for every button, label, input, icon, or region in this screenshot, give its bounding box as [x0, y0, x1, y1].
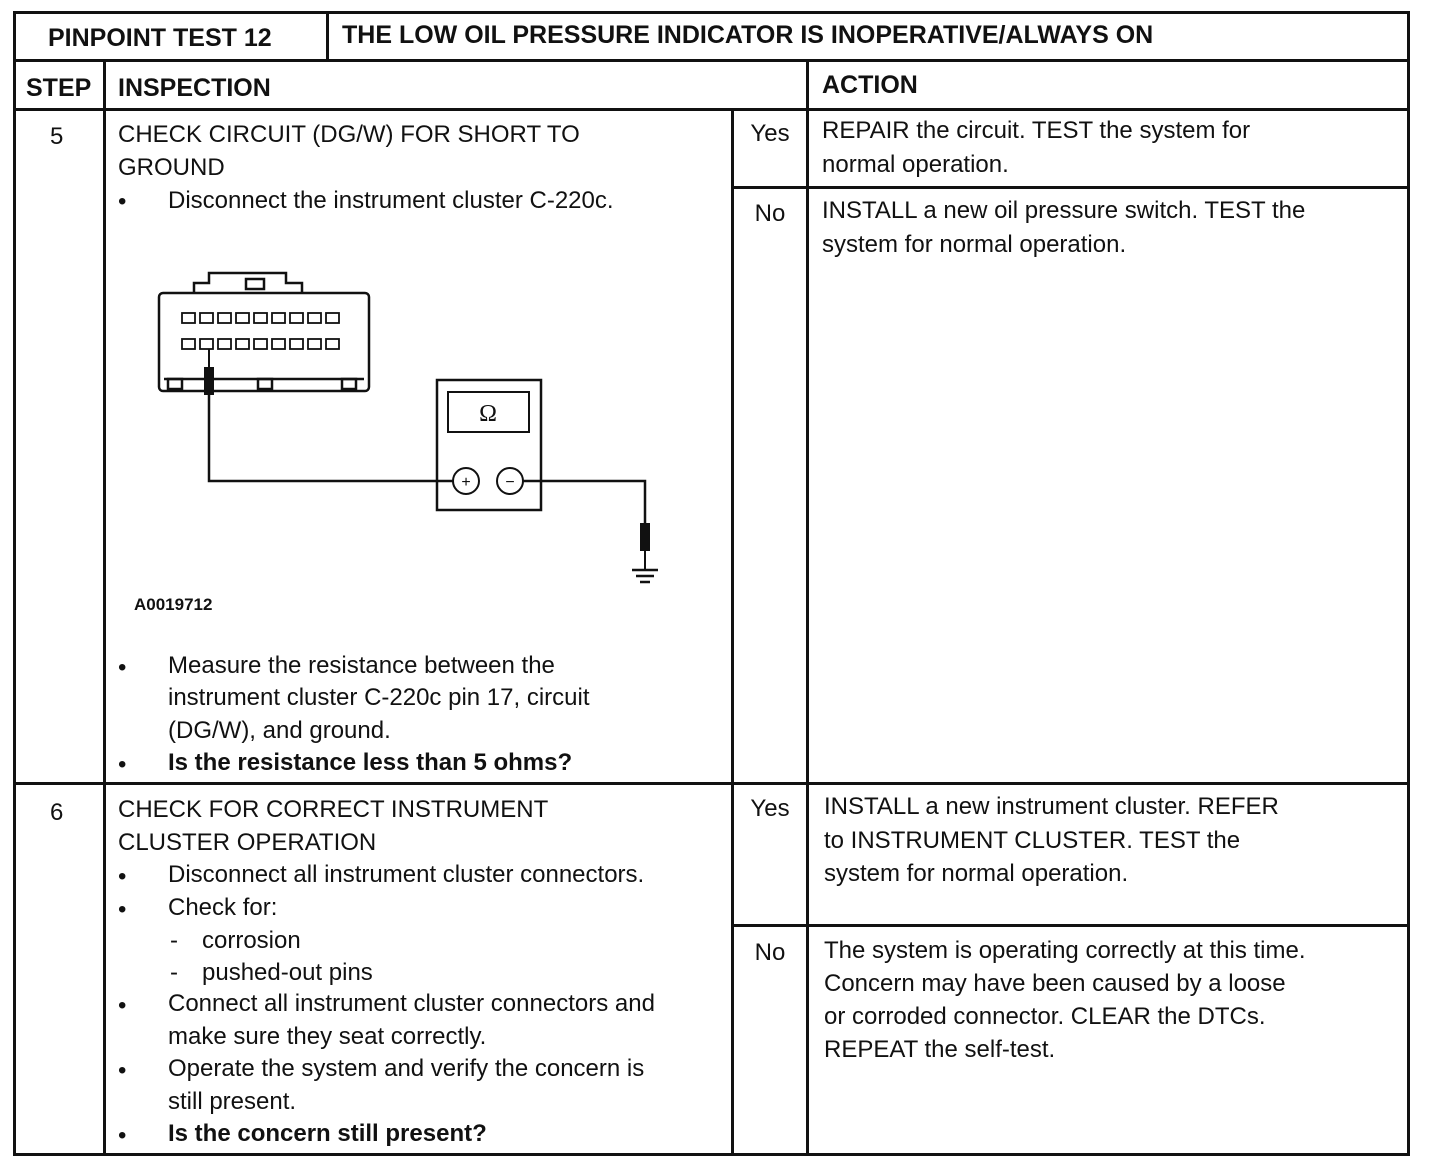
no-action: or corroded connector. CLEAR the DTCs.	[824, 1003, 1266, 1030]
no-action: REPEAT the self-test.	[824, 1036, 1056, 1063]
grid-line	[13, 108, 1410, 111]
no-action: system for normal operation.	[822, 231, 1127, 258]
yes-action: normal operation.	[822, 151, 1009, 178]
bullet-icon: •	[118, 992, 127, 1019]
instruction: Check for:	[168, 894, 278, 921]
bullet-icon: •	[118, 1122, 127, 1149]
bullet-icon: •	[118, 751, 127, 778]
grid-line	[326, 11, 329, 61]
instruction: make sure they seat correctly.	[168, 1023, 487, 1050]
instruction: still present.	[168, 1088, 297, 1115]
ground-icon	[632, 570, 658, 582]
grid-line	[1407, 11, 1410, 1156]
multimeter-icon	[437, 380, 541, 510]
wiring-diagram	[120, 255, 700, 630]
instruction: instrument cluster C-220c pin 17, circuit	[168, 684, 590, 711]
instruction: (DG/W), and ground.	[168, 717, 391, 744]
grid-line	[731, 108, 734, 1156]
ohm-symbol: Ω	[479, 401, 497, 427]
step-title: CLUSTER OPERATION	[118, 829, 377, 856]
instruction: Operate the system and verify the concern is	[168, 1055, 645, 1082]
answer-no-label: No	[754, 939, 786, 966]
test-question: Is the resistance less than 5 ohms?	[168, 749, 573, 776]
sub-item: corrosion	[202, 927, 301, 954]
bullet-icon: •	[118, 896, 127, 923]
connector-icon	[159, 293, 369, 391]
yes-action: INSTALL a new instrument cluster. REFER	[824, 793, 1279, 820]
instruction: Disconnect all instrument cluster connectors.	[168, 861, 645, 888]
bullet-icon: •	[118, 1057, 127, 1084]
answer-no-label: No	[754, 200, 786, 227]
instruction: Measure the resistance between the	[168, 652, 555, 679]
svg-text:−: −	[505, 474, 515, 491]
column-header-step: STEP	[26, 74, 92, 102]
answer-yes-label: Yes	[750, 795, 790, 822]
grid-line	[13, 1153, 1410, 1156]
grid-line	[732, 924, 1410, 927]
yes-action: REPAIR the circuit. TEST the system for	[822, 117, 1251, 144]
no-action: Concern may have been caused by a loose	[824, 970, 1286, 997]
grid-line	[13, 59, 1410, 62]
step-title: CHECK FOR CORRECT INSTRUMENT	[118, 796, 549, 823]
step-title: GROUND	[118, 154, 225, 181]
dash-icon: -	[170, 927, 178, 954]
no-action: The system is operating correctly at this time.	[824, 937, 1306, 964]
grid-line	[13, 11, 16, 1156]
bullet-icon: •	[118, 863, 127, 890]
yes-action: system for normal operation.	[824, 860, 1129, 887]
column-header-inspection: INSPECTION	[118, 74, 271, 102]
test-name: PINPOINT TEST 12	[48, 24, 272, 52]
step-number: 6	[50, 799, 64, 826]
bullet-icon: •	[118, 654, 127, 681]
step-title: CHECK CIRCUIT (DG/W) FOR SHORT TO	[118, 121, 580, 148]
no-action: INSTALL a new oil pressure switch. TEST the	[822, 197, 1306, 224]
test-title: THE LOW OIL PRESSURE INDICATOR IS INOPERATIVE/ALWAYS ON	[342, 21, 1154, 49]
instruction: Disconnect the instrument cluster C-220c.	[168, 187, 614, 214]
instruction: Connect all instrument cluster connectors and	[168, 990, 655, 1017]
grid-line	[806, 59, 809, 1156]
grid-line	[732, 186, 1410, 189]
yes-action: to INSTRUMENT CLUSTER. TEST the	[824, 827, 1241, 854]
dash-icon: -	[170, 959, 178, 986]
answer-yes-label: Yes	[750, 120, 790, 147]
sub-item: pushed-out pins	[202, 959, 373, 986]
step-number: 5	[50, 123, 64, 150]
column-header-action: ACTION	[822, 71, 918, 99]
grid-line	[103, 59, 106, 1156]
bullet-icon: •	[118, 188, 127, 215]
test-question: Is the concern still present?	[168, 1120, 487, 1147]
svg-text:+: +	[461, 474, 471, 491]
grid-line	[13, 782, 1410, 785]
diagram-code: A0019712	[134, 595, 213, 614]
grid-line	[13, 11, 1410, 14]
